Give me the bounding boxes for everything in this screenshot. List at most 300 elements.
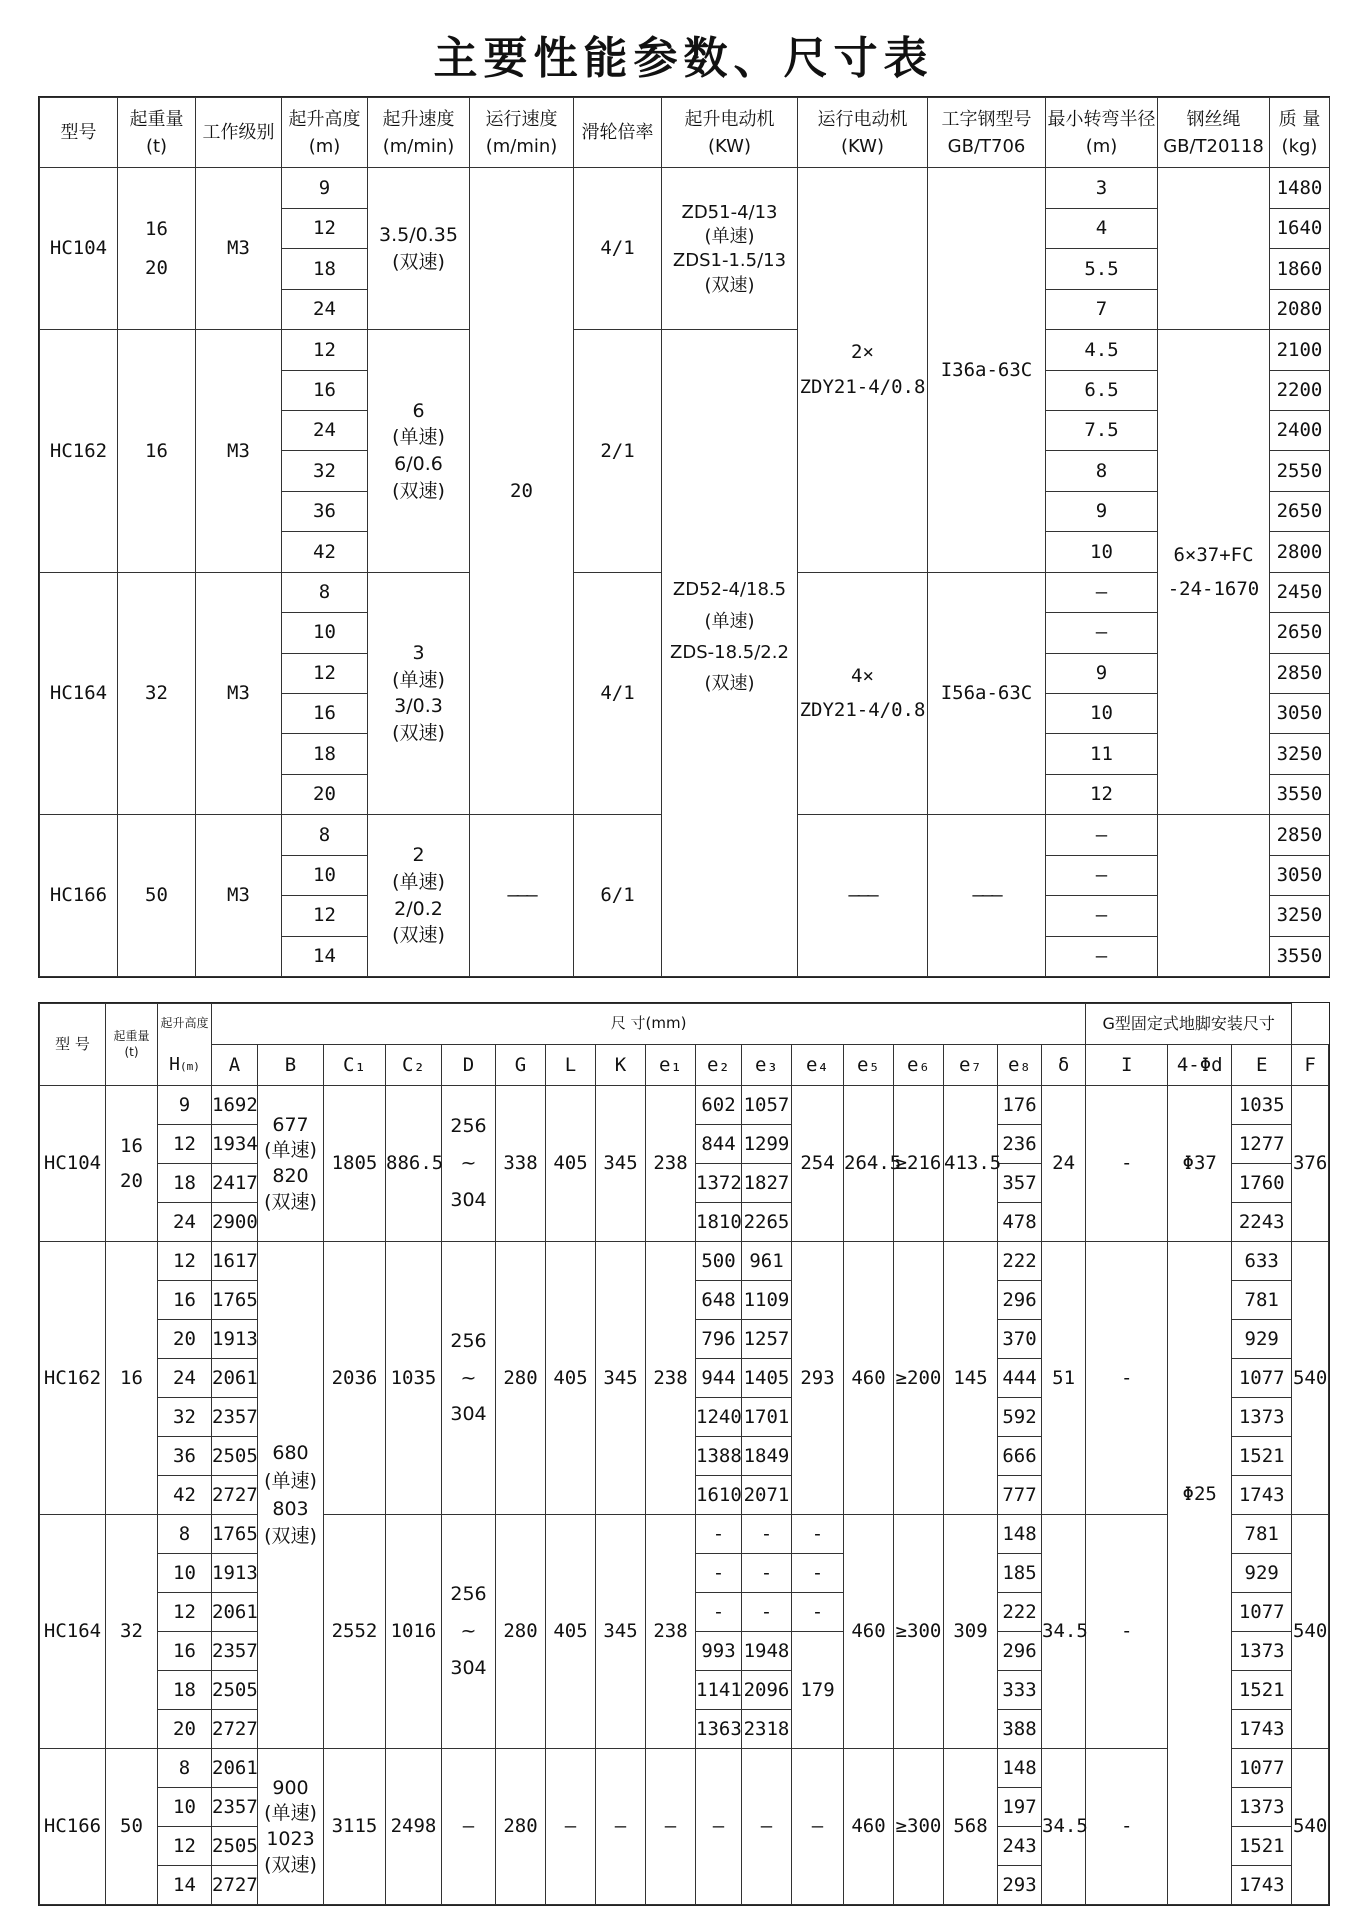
lift-height-header-text: (m): [308, 135, 341, 157]
i-cell: -: [1086, 1086, 1168, 1242]
e8-cell: 197: [998, 1788, 1042, 1827]
e8-cell: 592: [998, 1398, 1042, 1437]
run-motor-cell: ———: [798, 815, 928, 977]
d-cell: [442, 1242, 496, 1515]
height-cell: 12: [158, 1242, 212, 1281]
c2-cell: 1016: [386, 1515, 442, 1749]
c1-cell: 3115: [324, 1749, 386, 1905]
mass-cell: 3550: [1270, 774, 1330, 814]
load-cell-line: 16: [120, 1366, 143, 1389]
model-cell: HC104: [40, 168, 118, 330]
e8-cell: 176: [998, 1086, 1042, 1125]
dimensions-header-text: 尺 寸(mm): [610, 1014, 687, 1033]
e-cell: 781: [1232, 1281, 1292, 1320]
k-cell: 345: [596, 1086, 646, 1242]
run-motor-cell-line: ZDY21-4/0.8: [799, 376, 926, 399]
mass-cell: 2450: [1270, 572, 1330, 612]
g-cell: 280: [496, 1242, 546, 1515]
e8-cell: 357: [998, 1164, 1042, 1203]
load-cell-line: 32: [145, 682, 168, 705]
e8-cell: 148: [998, 1515, 1042, 1554]
turn-radius-header: [1046, 98, 1158, 168]
lift-height-cell: 18: [282, 734, 368, 774]
turn-radius-header-text: (m): [1085, 135, 1118, 157]
d-cell-line: 304: [450, 1188, 487, 1211]
a-cell: 2061: [212, 1593, 258, 1632]
lift-speed-cell-line: (双速): [392, 479, 445, 502]
e8-cell: 236: [998, 1125, 1042, 1164]
b-cell: [258, 1086, 324, 1242]
pulley-header: [574, 98, 662, 168]
l-cell: —: [546, 1749, 596, 1905]
lift-speed-cell-line: 3/0.3: [394, 695, 443, 718]
table-row: [40, 330, 1330, 370]
d-cell-line: 256: [450, 1329, 487, 1352]
beam-cell: I56a-63C: [928, 572, 1046, 815]
turn-radius-cell: 7: [1046, 289, 1158, 329]
e3-cell: 2265: [742, 1203, 792, 1242]
foundation-header: [1086, 1004, 1292, 1045]
run-speed-header-text: 运行速度: [485, 108, 558, 130]
pulley-cell: 2/1: [574, 330, 662, 573]
beam-cell: I36a-63C: [928, 168, 1046, 572]
a-cell: 2727: [212, 1476, 258, 1515]
e3-cell: 961: [742, 1242, 792, 1281]
dim-col-header: e₅: [844, 1045, 894, 1086]
e3-cell: 1948: [742, 1632, 792, 1671]
lift-height-cell: 8: [282, 815, 368, 855]
e5-cell: 460: [844, 1515, 894, 1749]
mass-cell: 2400: [1270, 411, 1330, 451]
height-cell: 24: [158, 1203, 212, 1242]
load-cell: [106, 1086, 158, 1242]
duty-header: [196, 98, 282, 168]
a-cell: 1617: [212, 1242, 258, 1281]
lift-height-cell: 24: [282, 411, 368, 451]
mass-cell: 2850: [1270, 815, 1330, 855]
e-cell: 929: [1232, 1554, 1292, 1593]
model-cell: HC166: [40, 1749, 106, 1905]
lift-speed-cell-line: (双速): [392, 924, 445, 947]
mass-header: [1270, 98, 1330, 168]
page-title: 主要性能参数、尺寸表: [433, 33, 934, 84]
duty-cell: M3: [196, 572, 282, 815]
lift-speed-cell-line: (单速): [392, 426, 445, 449]
e4-cell: 179: [792, 1632, 844, 1749]
a-cell: 1765: [212, 1281, 258, 1320]
d-cell: —: [442, 1749, 496, 1905]
dim-col-header: C₂: [386, 1045, 442, 1086]
dim-col-header: A: [212, 1045, 258, 1086]
turn-radius-cell: —: [1046, 815, 1158, 855]
dim-col-header: 4-Φd: [1168, 1045, 1232, 1086]
mass-cell: 2080: [1270, 289, 1330, 329]
lift-height-cell: 16: [282, 693, 368, 733]
g-cell: 338: [496, 1086, 546, 1242]
height-cell: 42: [158, 1476, 212, 1515]
e7-cell: 568: [944, 1749, 998, 1905]
mass-cell: 1860: [1270, 249, 1330, 289]
lift-height-cell: 14: [282, 936, 368, 977]
e-cell: 1035: [1232, 1086, 1292, 1125]
height-unit: (m): [179, 1060, 200, 1074]
lift-motor-cell-line: (单速): [704, 610, 755, 632]
lift-speed-cell-line: 2/0.2: [394, 897, 443, 920]
load-cell: [118, 168, 196, 330]
lift-motor-cell-line: (双速): [704, 673, 755, 695]
height-cell: 12: [158, 1593, 212, 1632]
lift-height-cell: 10: [282, 613, 368, 653]
e5-cell: 460: [844, 1749, 894, 1905]
e2-cell: -: [696, 1554, 742, 1593]
load-header: [106, 1004, 158, 1086]
lift-motor-header: [662, 98, 798, 168]
pulley-cell: 6/1: [574, 815, 662, 977]
turn-radius-header-text: 最小转弯半径: [1047, 108, 1156, 130]
e3-cell: 2071: [742, 1476, 792, 1515]
table-row: [40, 1749, 1329, 1788]
phi-cell: Φ25: [1168, 1242, 1232, 1905]
a-cell: 1913: [212, 1320, 258, 1359]
e8-cell: 444: [998, 1359, 1042, 1398]
lift-speed-cell-line: 6/0.6: [394, 452, 443, 475]
lift-height-cell: 8: [282, 572, 368, 612]
e6-cell: ≥300: [894, 1749, 944, 1905]
model-header-text: 型号: [60, 122, 97, 144]
turn-radius-cell: 4.5: [1046, 330, 1158, 370]
rope-cell-line: -24-1670: [1167, 578, 1260, 601]
lift-height-cell: 32: [282, 451, 368, 491]
mass-cell: 2800: [1270, 532, 1330, 572]
e1-cell: —: [646, 1749, 696, 1905]
b-cell-line: 803: [272, 1497, 309, 1520]
lift-height-cell: 20: [282, 774, 368, 814]
d-cell-line: 256: [450, 1115, 487, 1138]
turn-radius-cell: 4: [1046, 208, 1158, 248]
d-cell: [442, 1515, 496, 1749]
i-cell: -: [1086, 1749, 1168, 1905]
turn-radius-cell: 8: [1046, 451, 1158, 491]
run-motor-header: [798, 98, 928, 168]
e2-cell: 648: [696, 1281, 742, 1320]
turn-radius-cell: 6.5: [1046, 370, 1158, 410]
dim-col-header: e₆: [894, 1045, 944, 1086]
e5-cell: 264.5: [844, 1086, 894, 1242]
lift-height-cell: 12: [282, 896, 368, 936]
delta-cell: 34.5: [1042, 1749, 1086, 1905]
model-cell: HC166: [40, 815, 118, 977]
rope-cell: [1158, 330, 1270, 815]
foundation-header-text: G型固定式地脚安装尺寸: [1102, 1013, 1275, 1033]
d-cell: [442, 1086, 496, 1242]
c2-cell: 886.5: [386, 1086, 442, 1242]
f-cell: 376: [1292, 1086, 1329, 1242]
lift-height-header: [158, 1004, 212, 1045]
e5-cell: 460: [844, 1242, 894, 1515]
e-cell: 1373: [1232, 1398, 1292, 1437]
dim-col-header: e₈: [998, 1045, 1042, 1086]
table-row: [40, 1086, 1329, 1125]
lift-motor-cell-line: ZD51-4/13: [681, 201, 778, 223]
e2-cell: 602: [696, 1086, 742, 1125]
pulley-cell: 4/1: [574, 168, 662, 330]
lift-height-cell: 12: [282, 208, 368, 248]
dimensions-header: [212, 1004, 1086, 1045]
lift-speed-cell: [368, 168, 470, 330]
run-speed-header-text: (m/min): [485, 135, 558, 157]
e8-cell: 370: [998, 1320, 1042, 1359]
lift-height-cell: 42: [282, 532, 368, 572]
e8-cell: 243: [998, 1827, 1042, 1866]
e3-cell: 1849: [742, 1437, 792, 1476]
d-cell-line: 304: [450, 1656, 487, 1679]
dimension-table-frame: [38, 1002, 1330, 1906]
delta-cell: 51: [1042, 1242, 1086, 1515]
e2-cell: 1363: [696, 1710, 742, 1749]
i-cell: -: [1086, 1515, 1168, 1749]
height-symbol: H: [169, 1054, 180, 1076]
delta-cell: 24: [1042, 1086, 1086, 1242]
dim-col-header: E: [1232, 1045, 1292, 1086]
e6-cell: ≥300: [894, 1515, 944, 1749]
height-cell: 24: [158, 1359, 212, 1398]
lift-speed-header: [368, 98, 470, 168]
e8-cell: 388: [998, 1710, 1042, 1749]
lift-height-cell: 9: [282, 168, 368, 208]
e-cell: 1760: [1232, 1164, 1292, 1203]
duty-cell: M3: [196, 168, 282, 330]
lift-speed-cell-line: 6: [412, 399, 425, 422]
mass-header-text: 质 量: [1278, 108, 1321, 130]
e3-cell: -: [742, 1593, 792, 1632]
lift-speed-header-text: 起升速度: [382, 108, 455, 130]
e2-cell: 1240: [696, 1398, 742, 1437]
e3-cell: 1057: [742, 1086, 792, 1125]
load-cell: [106, 1242, 158, 1515]
turn-radius-cell: 9: [1046, 653, 1158, 693]
e8-cell: 293: [998, 1866, 1042, 1905]
b-cell-line: (单速): [264, 1802, 317, 1825]
lift-speed-cell-line: (双速): [392, 250, 445, 273]
height-cell: 12: [158, 1827, 212, 1866]
f-cell: 540: [1292, 1749, 1329, 1905]
e3-cell: -: [742, 1515, 792, 1554]
dim-col-header: e₁: [646, 1045, 696, 1086]
dim-col-header: F: [1292, 1045, 1329, 1086]
a-cell: 2357: [212, 1398, 258, 1437]
e7-cell: 145: [944, 1242, 998, 1515]
mass-cell: 1640: [1270, 208, 1330, 248]
load-header-text: 起重量: [129, 108, 184, 130]
load-cell-line: 20: [145, 256, 168, 279]
lift-height-header-text: 起升高度: [160, 1016, 209, 1031]
lift-height-cell: 16: [282, 370, 368, 410]
lift-height-cell: 12: [282, 330, 368, 370]
mass-header-text: (kg): [1281, 135, 1318, 157]
i-cell: -: [1086, 1242, 1168, 1515]
e8-cell: 666: [998, 1437, 1042, 1476]
rope-header: [1158, 98, 1270, 168]
e3-cell: 1299: [742, 1125, 792, 1164]
dim-col-header: G: [496, 1045, 546, 1086]
load-header-text: (t): [124, 1044, 139, 1059]
rope-cell-line: 6×37+FC: [1173, 543, 1254, 566]
height-cell: 10: [158, 1788, 212, 1827]
lift-motor-cell-line: (单速): [704, 225, 755, 247]
dim-col-header: e₃: [742, 1045, 792, 1086]
e4-cell: 254: [792, 1086, 844, 1242]
e4-cell: -: [792, 1554, 844, 1593]
pulley-cell: 4/1: [574, 572, 662, 815]
height-cell: 9: [158, 1086, 212, 1125]
load-cell: [118, 572, 196, 815]
a-cell: 2505: [212, 1827, 258, 1866]
e1-cell: 238: [646, 1086, 696, 1242]
lift-motor-cell-line: (双速): [704, 274, 755, 296]
e3-cell: 2096: [742, 1671, 792, 1710]
e4-cell: —: [792, 1749, 844, 1905]
b-cell-line: 680: [272, 1442, 309, 1465]
e4-cell: -: [792, 1593, 844, 1632]
b-cell-line: (单速): [264, 1139, 317, 1162]
height-cell: 16: [158, 1632, 212, 1671]
e2-cell: 1388: [696, 1437, 742, 1476]
dim-col-header: C₁: [324, 1045, 386, 1086]
e3-cell: 2318: [742, 1710, 792, 1749]
e2-cell: —: [696, 1749, 742, 1905]
f-cell: 540: [1292, 1242, 1329, 1515]
turn-radius-cell: —: [1046, 613, 1158, 653]
e-cell: 781: [1232, 1515, 1292, 1554]
e-cell: 1521: [1232, 1827, 1292, 1866]
c1-cell: 2036: [324, 1242, 386, 1515]
duty-header-text: 工作级别: [202, 122, 275, 144]
e2-cell: 1141: [696, 1671, 742, 1710]
dim-col-header: δ: [1042, 1045, 1086, 1086]
e1-cell: 238: [646, 1242, 696, 1515]
a-cell: 1765: [212, 1515, 258, 1554]
turn-radius-cell: 7.5: [1046, 411, 1158, 451]
model-header: [40, 1004, 106, 1086]
dim-col-header: e₄: [792, 1045, 844, 1086]
e-cell: 929: [1232, 1320, 1292, 1359]
lift-height-cell: 24: [282, 289, 368, 329]
e8-cell: 222: [998, 1242, 1042, 1281]
e2-cell: 1372: [696, 1164, 742, 1203]
e-cell: 1521: [1232, 1671, 1292, 1710]
e6-cell: ≥200: [894, 1242, 944, 1515]
lift-speed-header-text: (m/min): [382, 135, 455, 157]
a-cell: 1692: [212, 1086, 258, 1125]
height-cell: 12: [158, 1125, 212, 1164]
e2-cell: 944: [696, 1359, 742, 1398]
e6-cell: ≥216: [894, 1086, 944, 1242]
mass-cell: 3050: [1270, 693, 1330, 733]
e-cell: 1277: [1232, 1125, 1292, 1164]
load-cell: [118, 815, 196, 977]
a-cell: 2357: [212, 1788, 258, 1827]
k-cell: 345: [596, 1515, 646, 1749]
model-cell: HC162: [40, 1242, 106, 1515]
height-cell: 32: [158, 1398, 212, 1437]
lift-speed-cell-line: (单速): [392, 668, 445, 691]
lift-motor-cell-line: ZDS-18.5/2.2: [670, 641, 789, 663]
e3-cell: -: [742, 1554, 792, 1593]
turn-radius-cell: —: [1046, 855, 1158, 895]
load-cell-line: 50: [120, 1815, 143, 1838]
a-cell: 2417: [212, 1164, 258, 1203]
e2-cell: 500: [696, 1242, 742, 1281]
run-speed-cell: ———: [470, 815, 574, 977]
performance-table-frame: [38, 96, 1330, 978]
turn-radius-cell: 10: [1046, 532, 1158, 572]
rope-cell: [1158, 168, 1270, 330]
g-cell: 280: [496, 1515, 546, 1749]
e-cell: 1521: [1232, 1437, 1292, 1476]
beam-header-text: 工字钢型号: [941, 108, 1032, 130]
run-motor-header-text: 运行电动机: [817, 108, 908, 130]
table-row: [40, 168, 1330, 208]
f-cell: 540: [1292, 1515, 1329, 1749]
a-cell: 1934: [212, 1125, 258, 1164]
load-cell-line: 16: [145, 218, 168, 241]
lift-motor-cell: [662, 168, 798, 330]
run-speed-header: [470, 98, 574, 168]
b-cell: [258, 1242, 324, 1749]
dim-col-header: I: [1086, 1045, 1168, 1086]
e8-cell: 478: [998, 1203, 1042, 1242]
lift-speed-cell: [368, 815, 470, 977]
turn-radius-cell: 3: [1046, 168, 1158, 208]
a-cell: 2061: [212, 1359, 258, 1398]
e-cell: 2243: [1232, 1203, 1292, 1242]
c2-cell: 2498: [386, 1749, 442, 1905]
g-cell: 280: [496, 1749, 546, 1905]
lift-height-cell: 10: [282, 855, 368, 895]
dimension-table: [39, 1003, 1329, 1905]
load-cell-line: 16: [120, 1134, 143, 1157]
e2-cell: -: [696, 1515, 742, 1554]
e3-cell: 1257: [742, 1320, 792, 1359]
mass-cell: 3250: [1270, 734, 1330, 774]
e2-cell: 1610: [696, 1476, 742, 1515]
e8-cell: 333: [998, 1671, 1042, 1710]
b-cell-line: 677: [272, 1113, 309, 1136]
run-motor-cell-line: ZDY21-4/0.8: [799, 699, 926, 722]
beam-header: [928, 98, 1046, 168]
lift-speed-cell-line: 3.5/0.35: [379, 224, 458, 247]
k-cell: 345: [596, 1242, 646, 1515]
b-cell-line: 900: [272, 1776, 309, 1799]
height-cell: 18: [158, 1671, 212, 1710]
lift-motor-cell-line: ZDS1-1.5/13: [672, 250, 787, 272]
e8-cell: 296: [998, 1632, 1042, 1671]
dim-col-header: K: [596, 1045, 646, 1086]
run-motor-cell: [798, 572, 928, 815]
load-cell-line: 20: [120, 1169, 143, 1192]
b-cell-line: (单速): [264, 1469, 317, 1492]
model-header-text: 型 号: [55, 1034, 90, 1053]
turn-radius-cell: 10: [1046, 693, 1158, 733]
e8-cell: 777: [998, 1476, 1042, 1515]
e8-cell: 148: [998, 1749, 1042, 1788]
load-cell: [118, 330, 196, 573]
run-motor-cell-line: 2×: [851, 341, 874, 364]
mass-cell: 3250: [1270, 896, 1330, 936]
model-cell: HC162: [40, 330, 118, 573]
duty-cell: M3: [196, 330, 282, 573]
lift-height-cell: 36: [282, 491, 368, 531]
